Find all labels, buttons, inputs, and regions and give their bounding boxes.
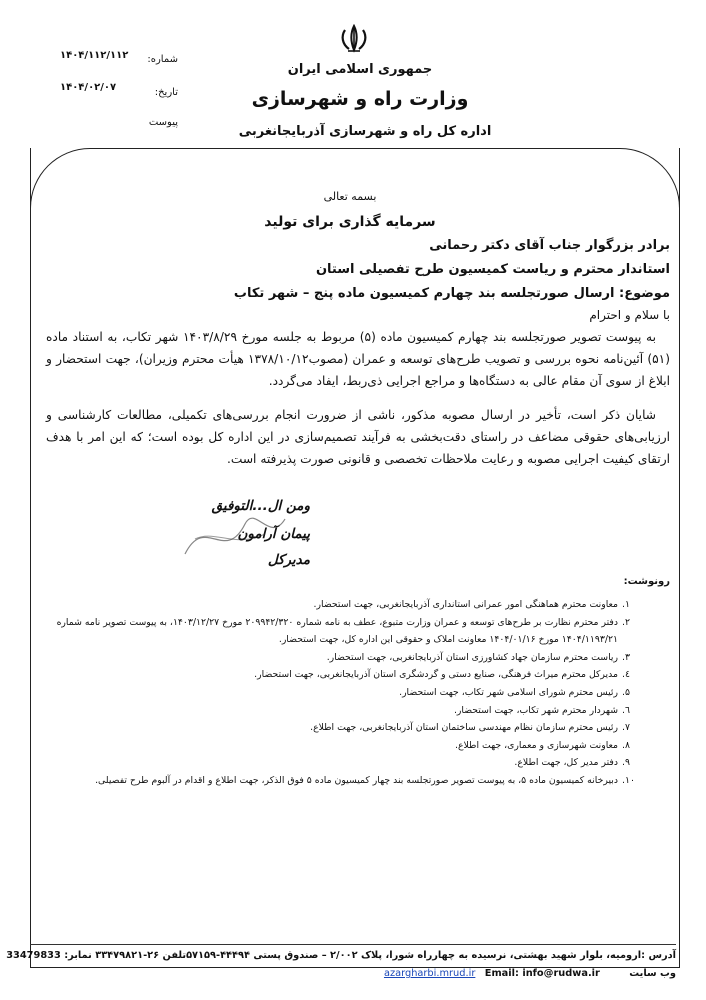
basmala: بسمه تعالی: [323, 190, 377, 203]
cc-item-text: مدیرکل محترم میراث فرهنگی، صنایع دستی و گردشگری استان آذربایجانغربی، جهت استحضار.: [254, 669, 618, 681]
cc-item-text: معاونت محترم هماهنگی امور عمرانی استانداری آذربایجانغربی، جهت استحضار.: [313, 599, 618, 610]
cc-item-text: دبیرخانه کمیسیون ماده ۵، به پیوست تصویر صورتجلسه بند چهار کمیسیون ماده ۵ فوق الذکر، جهت اطلاع و اقدام در آلبوم طرح تفصیلی.: [95, 774, 618, 786]
cc-item: [40, 754, 640, 772]
letter-subject: موضوع: ارسال صورتجلسه بند چهارم کمیسیون ماده پنج – شهر تکاب: [233, 286, 670, 301]
signatory-name: پیمان آرامون: [237, 526, 310, 542]
cc-item-number: ۳.: [622, 651, 630, 663]
email-text[interactable]: Email: info@rudwa.ir: [484, 968, 600, 979]
signatory-title: مدیرکل: [267, 552, 310, 568]
cc-item: [40, 719, 640, 737]
cc-item: [40, 684, 640, 702]
cc-item-number: ۱.: [622, 599, 630, 610]
recipient-name: برادر بزرگوار جناب آقای دکتر رحمانی: [429, 238, 670, 253]
office-name: اداره کل راه و شهرسازی آذربایجانغربی: [238, 124, 492, 139]
letter-date: ۱۴۰۴/۰۲/۰۷: [60, 82, 117, 93]
cc-item: [40, 772, 640, 790]
handwritten-signature: [175, 494, 295, 574]
footer-address: آدرس :ارومیه، بلوار شهید بهشتی، نرسیده به چهارراه شورا، پلاک ۲/۰۰۲ – صندوق پستی ۴۴۴۹۴-۵۷۱۵۹تلفن ۲۶-۳۳۴۷۹۸۲۱ نمابر: 33479833: [6, 950, 676, 961]
cc-item-text: معاونت شهرسازی و معماری، جهت اطلاع.: [455, 739, 618, 751]
footer-web-row: [30, 968, 676, 979]
iran-emblem-icon: [337, 24, 371, 54]
year-slogan: سرمایه گذاری برای تولید: [264, 214, 436, 230]
cc-title: رونوشت:: [623, 576, 670, 587]
cc-item-number: ۱۰.: [622, 774, 635, 786]
cc-item-number: ۸.: [622, 739, 630, 751]
body-paragraph-1: به پیوست تصویر صورتجلسه بند چهارم کمیسیون ماده (۵) مربوط به جلسه مورخ ۱۴۰۳/۸/۲۹ شهر تکاب، به استناد ماده (۵۱) آئین‌نامه نحوه بررسی و تصویب طرح‌های توسعه و عمران (مصوب۱۳۷۸/۱۰/۱۲ هیأت محترم وزیران)، جهت استحضار و ابلاغ از سوی آن مقام عالی به دستگاه‌ها و مراجع اجرایی ذی‌ربط، ایفاد می‌گردد.: [46, 330, 670, 388]
cc-item: [40, 702, 640, 720]
date-label: تاریخ:: [154, 87, 178, 98]
signature-closing: ومن ال...التوفیق: [211, 498, 310, 514]
number-label: شماره:: [147, 54, 178, 65]
footer-divider: [30, 944, 676, 945]
website-label: وب سایت: [629, 968, 676, 979]
attachment-label: پیوست: [148, 117, 178, 128]
cc-item: [40, 649, 640, 667]
website-link[interactable]: azargharbi.mrud.ir: [383, 968, 476, 979]
cc-item: [40, 737, 640, 755]
cc-item-text: دفتر محترم نظارت بر طرح‌های توسعه و عمران وزارت متبوع، عطف به نامه شماره ۲۰۹۹۴۲/۳۲۰ مورخ ۱۴۰۳/۱۲/۲۷، به پیوست تصویر نامه شماره ۱۴۰۴/۱۱۹۳/۲۱ مورخ ۱۴۰۴/۰۱/۱۶ معاونت املاک و حقوقی این اداره کل، جهت استحضار.: [56, 616, 618, 646]
cc-item-text: دفتر مدیر کل، جهت اطلاع.: [514, 757, 618, 769]
cc-list: [40, 596, 640, 790]
cc-item-number: ۲.: [622, 616, 630, 628]
cc-item-number: ٤.: [622, 669, 630, 681]
cc-item-number: ۹.: [622, 757, 630, 769]
body-paragraph-2: شایان ذکر است، تأخیر در ارسال مصوبه مذکور، ناشی از ضرورت انجام بررسی‌های تکمیلی، مطالعات کارشناسی و ارزیابی‌های حقوقی مضاعف در راستای دقت‌بخشی به فرآیند تصمیم‌سازی در این اداره کل بوده است؛ که این امر با هدف ارتقای کیفیت اجرایی مصوبه و رعایت ملاحظات تخصصی و قانونی صورت پذیرفته است.: [46, 408, 670, 466]
cc-item: [40, 666, 640, 684]
ministry-name: وزارت راه و شهرسازی: [251, 88, 469, 110]
letter-number: ۱۴۰۴/۱۱۲/۱۱۲: [60, 50, 129, 61]
cc-item: [40, 614, 640, 649]
cc-item-number: ۷.: [622, 722, 630, 734]
cc-item-text: ریاست محترم سازمان جهاد کشاورزی استان آذربایجانغربی، جهت استحضار.: [326, 651, 618, 663]
cc-item-text: شهردار محترم شهر تکاب، جهت استحضار.: [453, 704, 618, 716]
greeting: با سلام و احترام: [589, 308, 670, 322]
recipient-title: استاندار محترم و ریاست کمیسیون طرح تفصیلی استان: [315, 262, 670, 277]
country-name: جمهوری اسلامی ایران: [287, 62, 433, 77]
cc-item-text: رئیس محترم سازمان نظام مهندسی ساختمان استان آذربایجانغربی، جهت اطلاع.: [310, 722, 618, 734]
cc-item: [40, 596, 640, 614]
cc-item-number: ٦.: [622, 704, 630, 716]
cc-item-number: ۵.: [622, 686, 630, 698]
cc-item-text: رئیس محترم شورای اسلامی شهر تکاب، جهت استحضار.: [399, 686, 618, 698]
